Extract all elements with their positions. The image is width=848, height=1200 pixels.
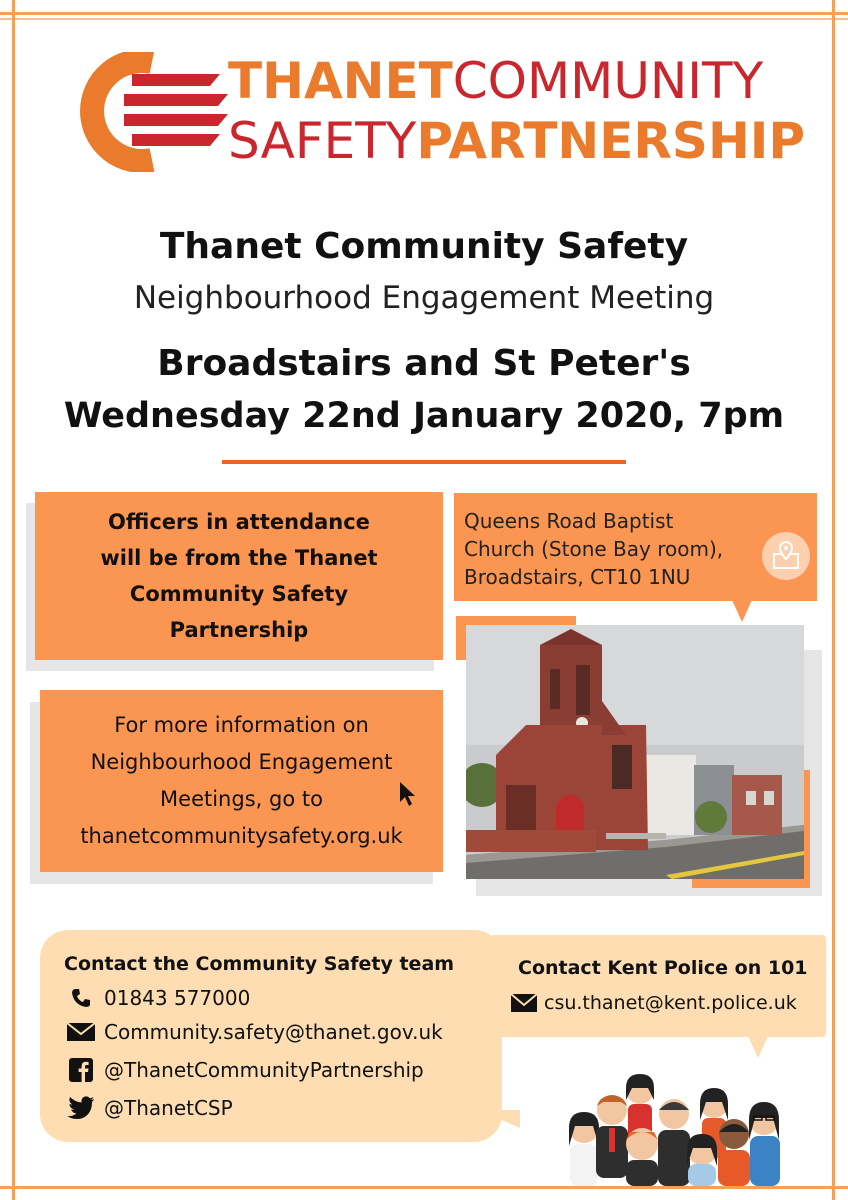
address-line: Queens Road Baptist [464,509,674,533]
contact-title: Contact the Community Safety team [64,953,455,975]
frame-line-top-inner [0,18,848,20]
contact-twitter[interactable]: @ThanetCSP [104,1096,233,1120]
officers-line: Officers in attendance [108,510,370,534]
info-line: Meetings, go to [160,787,323,811]
heading-title: Thanet Community Safety [159,226,689,267]
contact-email[interactable]: Community.safety@thanet.gov.uk [104,1020,443,1044]
cursor-arrow-icon [398,780,418,808]
address-text [464,507,723,591]
frame-line-right [832,0,835,1200]
logo-partnership: PARTNERSHIP [416,112,806,170]
contact-facebook-row[interactable] [66,1058,424,1082]
police-email[interactable]: csu.thanet@kent.police.uk [544,992,797,1014]
info-line: For more information on [114,713,369,737]
officers-line: will be from the Thanet [100,546,378,570]
info-box [40,690,443,872]
twitter-bird-icon [66,1096,96,1120]
meeting-datetime: Wednesday 22nd January 2020, 7pm [63,396,785,436]
location-pin-icon [762,532,810,580]
meeting-location-area: Broadstairs and St Peter's [157,343,691,384]
contact-twitter-row[interactable] [66,1096,233,1120]
info-text [80,707,402,855]
phone-icon [66,986,96,1010]
community-people-illustration-icon [556,1070,792,1186]
heading-divider [222,460,626,464]
police-title: Contact Kent Police on 101 [518,957,808,979]
contact-phone[interactable]: 01843 577000 [104,986,251,1010]
contact-email-row[interactable] [66,1020,443,1044]
frame-line-top [0,12,848,15]
logo-line-2 [228,112,806,170]
officers-box [35,492,443,660]
contact-bubble-tail [478,1110,520,1128]
info-line: Neighbourhood Engagement [90,750,393,774]
contact-phone-row[interactable] [66,986,250,1010]
police-email-row[interactable] [510,992,797,1014]
officers-text [100,504,377,648]
heading-subtitle: Neighbourhood Engagement Meeting [133,280,715,316]
address-line: Broadstairs, CT10 1NU [464,565,691,589]
officers-line: Community Safety [129,582,349,606]
info-website-link[interactable]: thanetcommunitysafety.org.uk [80,824,403,848]
envelope-icon [510,992,538,1014]
contact-facebook[interactable]: @ThanetCommunityPartnership [104,1058,424,1082]
address-line: Church (Stone Bay room), [464,537,724,561]
church-photo [466,625,804,879]
envelope-icon [66,1020,96,1044]
frame-line-left [12,0,15,1200]
logo-community: COMMUNITY [452,52,764,110]
facebook-icon [66,1058,96,1082]
logo-thanet: THANET [228,52,453,110]
address-bubble-tail [732,600,752,622]
police-bubble [490,935,826,1037]
partnership-logo [70,48,806,188]
logo-safety: SAFETY [228,112,417,170]
officers-line: Partnership [169,618,309,642]
logo-wordmark [228,52,806,170]
police-bubble-tail [748,1036,768,1058]
frame-line-bottom [0,1186,848,1189]
logo-line-1 [228,52,805,110]
logo-c-mark-icon [70,52,230,172]
